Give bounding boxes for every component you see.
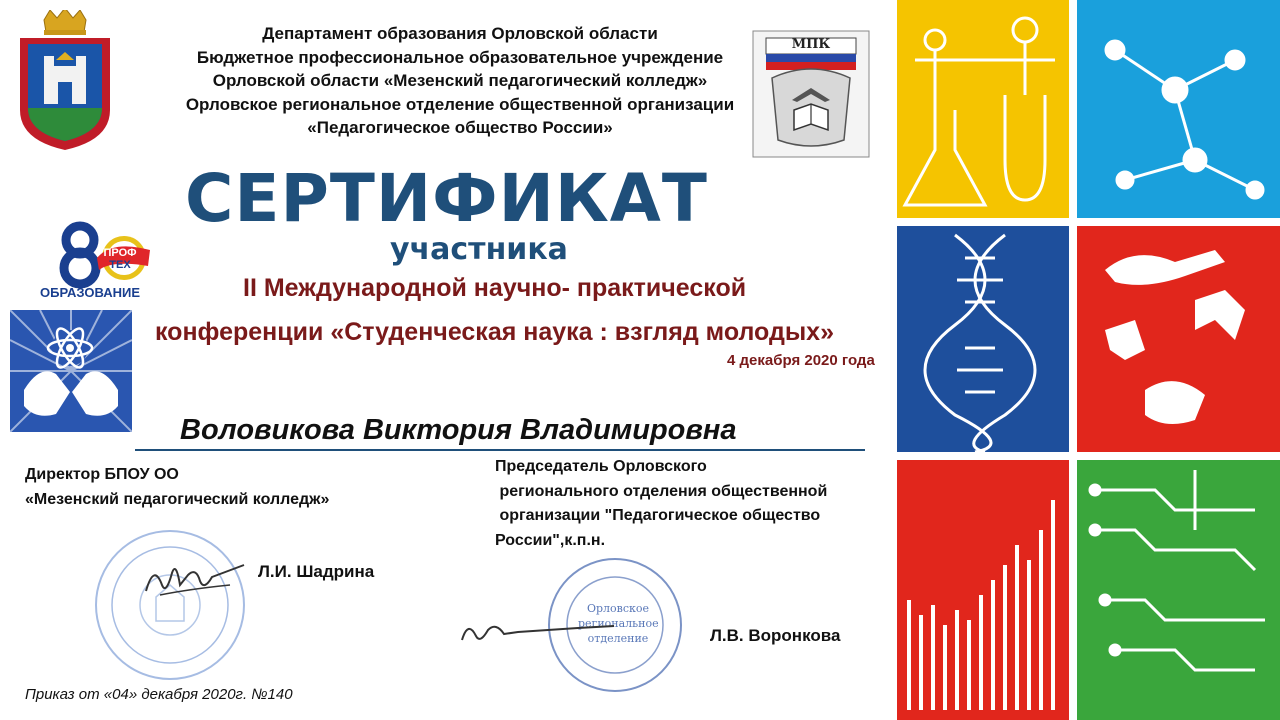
conference-line-1: II Международной научно- практической xyxy=(243,274,747,302)
director-name: Л.И. Шадрина xyxy=(258,562,375,581)
chair-line-4: России",к.п.н. xyxy=(495,531,606,549)
green-circuit-panel xyxy=(1077,460,1280,720)
chair-line-1: Председатель Орловского xyxy=(495,458,707,475)
institution-header xyxy=(150,22,770,140)
chair-signature xyxy=(458,610,618,650)
stamp-text-line: региональное xyxy=(578,617,659,630)
oryol-coat-of-arms-logo xyxy=(14,10,116,152)
darkblue-dna-panel xyxy=(897,226,1069,452)
director-line-1: Директор БПОУ ОО xyxy=(25,466,179,483)
proftekh-bottom-label: ТЕХ xyxy=(109,259,131,271)
conference-date: 4 декабря 2020 года xyxy=(727,352,875,369)
chair-name: Л.В. Воронкова xyxy=(710,626,841,645)
stamp-text-line: отделение xyxy=(587,632,649,645)
stamp-text-line: Орловское xyxy=(586,602,650,615)
proftekh-logo-text xyxy=(97,247,143,271)
chair-title xyxy=(495,455,827,553)
header-line: Бюджетное профессиональное образовательное учреждение xyxy=(196,47,724,67)
recipient-underline xyxy=(135,449,865,451)
chair-line-2: регионального отделения общественной xyxy=(495,482,828,500)
certificate-subtitle: участника xyxy=(390,232,568,267)
header-line: «Педагогическое общество России» xyxy=(307,118,613,137)
conference-line-2: конференции «Студенческая наука : взгляд молодых» xyxy=(155,318,834,346)
proftekh-top-label: ПРОФ xyxy=(103,247,137,259)
hands-atom-emblem xyxy=(10,310,132,432)
director-signature xyxy=(140,555,250,605)
mpk-logo-text: МПК xyxy=(791,37,831,52)
director-title xyxy=(25,462,329,512)
chair-line-3: организации "Педагогическое общество xyxy=(495,507,821,524)
decorative-panels xyxy=(895,0,1280,720)
header-line: Орловское региональное отделение общественной организации xyxy=(185,94,735,114)
obrazovanie-label: ОБРАЗОВАНИЕ xyxy=(40,285,140,300)
certificate-title: СЕРТИФИКАТ xyxy=(185,160,708,237)
recipient-name: Воловикова Виктория Владимировна xyxy=(180,414,737,446)
header-line: Орловской области «Мезенский педагогический колледж» xyxy=(212,71,708,90)
director-stamp xyxy=(90,525,250,685)
director-line-2: «Мезенский педагогический колледж» xyxy=(25,491,330,508)
order-reference: Приказ от «04» декабря 2020г. №140 xyxy=(25,686,293,703)
header-line: Департамент образования Орловской области xyxy=(262,24,658,43)
